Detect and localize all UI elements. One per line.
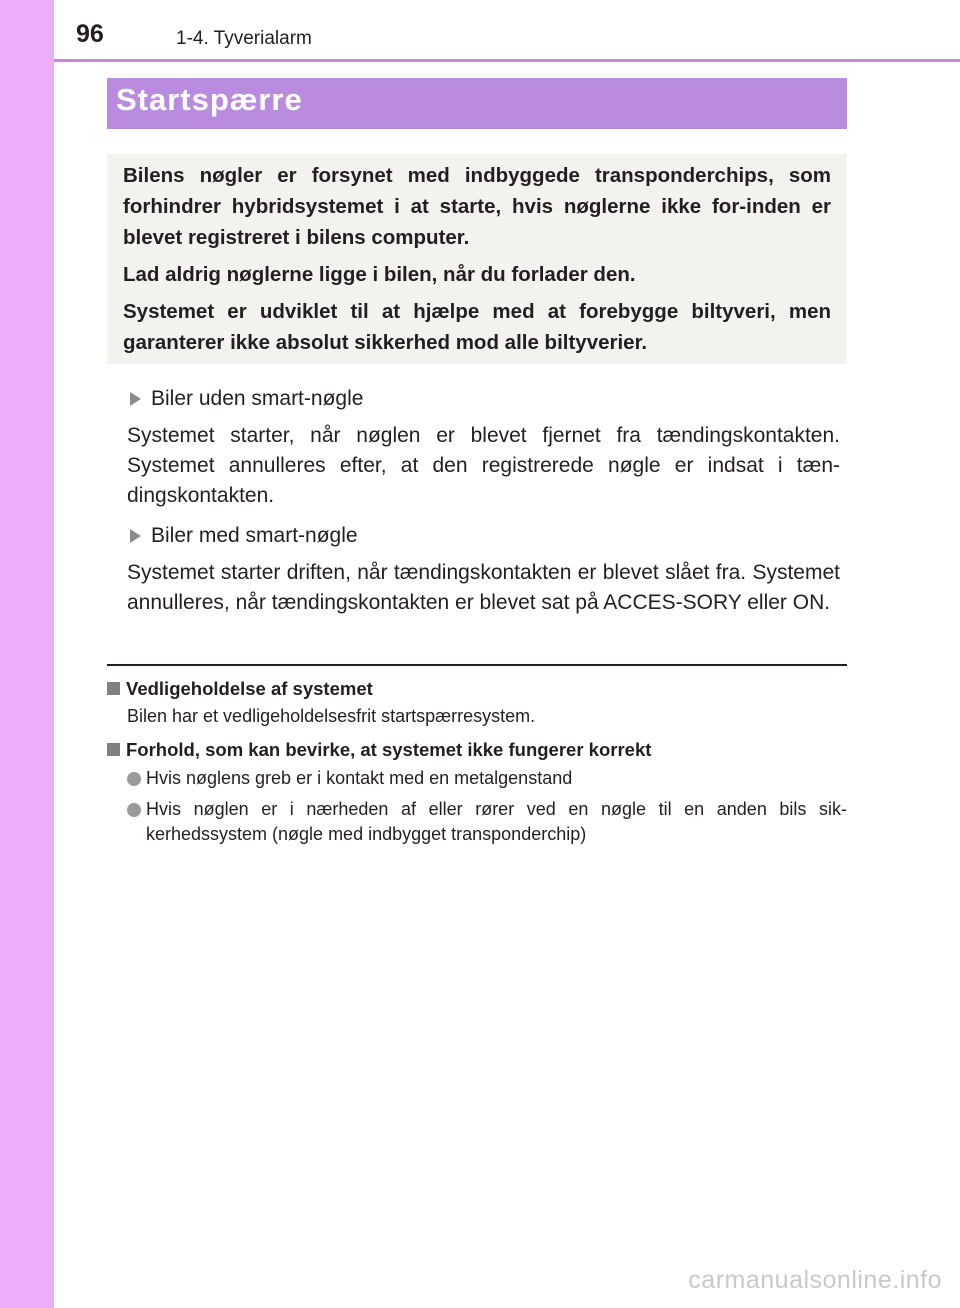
divider [107, 664, 847, 666]
list-item [107, 797, 847, 847]
subheading-text: Biler uden smart-nøgle [151, 387, 364, 410]
note-heading [107, 676, 847, 701]
triangle-bullet-icon [130, 529, 141, 543]
note-heading [107, 737, 847, 762]
note-text: Bilen har et vedligeholdelsesfrit startspærresystem. [127, 706, 536, 726]
circle-bullet-icon [127, 772, 141, 786]
circle-bullet-icon [127, 803, 141, 817]
note-heading-text: Vedligeholdelse af systemet [126, 678, 373, 699]
list-item-text: Hvis nøglens greb er i kontakt med en metalgenstand [146, 768, 573, 788]
main-content [127, 384, 840, 618]
page-number: 96 [76, 20, 104, 48]
summary-paragraph: Systemet er udviklet til at hjælpe med at forebygge biltyveri, men garanterer ikke absolut sikkerhed mod alle biltyverier. [123, 300, 831, 354]
section-label: 1-4. Tyverialarm [176, 28, 312, 49]
page-header [0, 0, 960, 64]
summary-paragraph: Lad aldrig nøglerne ligge i bilen, når du forlader den. [123, 263, 636, 286]
subheading-with-smart-key [127, 521, 840, 551]
subheading-without-smart-key [127, 384, 840, 414]
header-rule [54, 59, 960, 62]
summary-paragraph: Bilens nøgler er forsynet med indbyggede transponderchips, som forhindrer hybridsystemet i at starte, hvis nøglerne ikke for-inden er blevet registreret i bilens computer. [123, 164, 831, 249]
note-maintenance [107, 676, 847, 729]
triangle-bullet-icon [130, 392, 141, 406]
watermark: carmanualsonline.info [688, 1266, 942, 1294]
side-strip [0, 0, 54, 1308]
section-body: Systemet starter driften, når tændingskontakten er blevet slået fra. Systemet annulleres, når tændingskontakten er blevet sat på ACCES-SORY eller ON. [127, 561, 840, 614]
page-title: Startspærre [116, 82, 303, 117]
list-item-text: Hvis nøglen er i nærheden af eller rører ved en nøgle til en anden bils sik-kerhedssystem (nøgle med indbygget transponderchip) [146, 799, 847, 844]
square-bullet-icon [107, 682, 120, 695]
notes [107, 676, 847, 847]
summary-box [107, 154, 847, 364]
section-body: Systemet starter, når nøglen er blevet fjernet fra tændingskontakten. Systemet annulleres efter, at den registrerede nøgle er indsat i tæn-dingskontakten. [127, 424, 840, 507]
note-heading-text: Forhold, som kan bevirke, at systemet ikke fungerer korrekt [126, 739, 652, 760]
subheading-text: Biler med smart-nøgle [151, 524, 358, 547]
title-bar [107, 78, 847, 129]
list-item [107, 766, 847, 791]
square-bullet-icon [107, 743, 120, 756]
note-conditions [107, 737, 847, 847]
